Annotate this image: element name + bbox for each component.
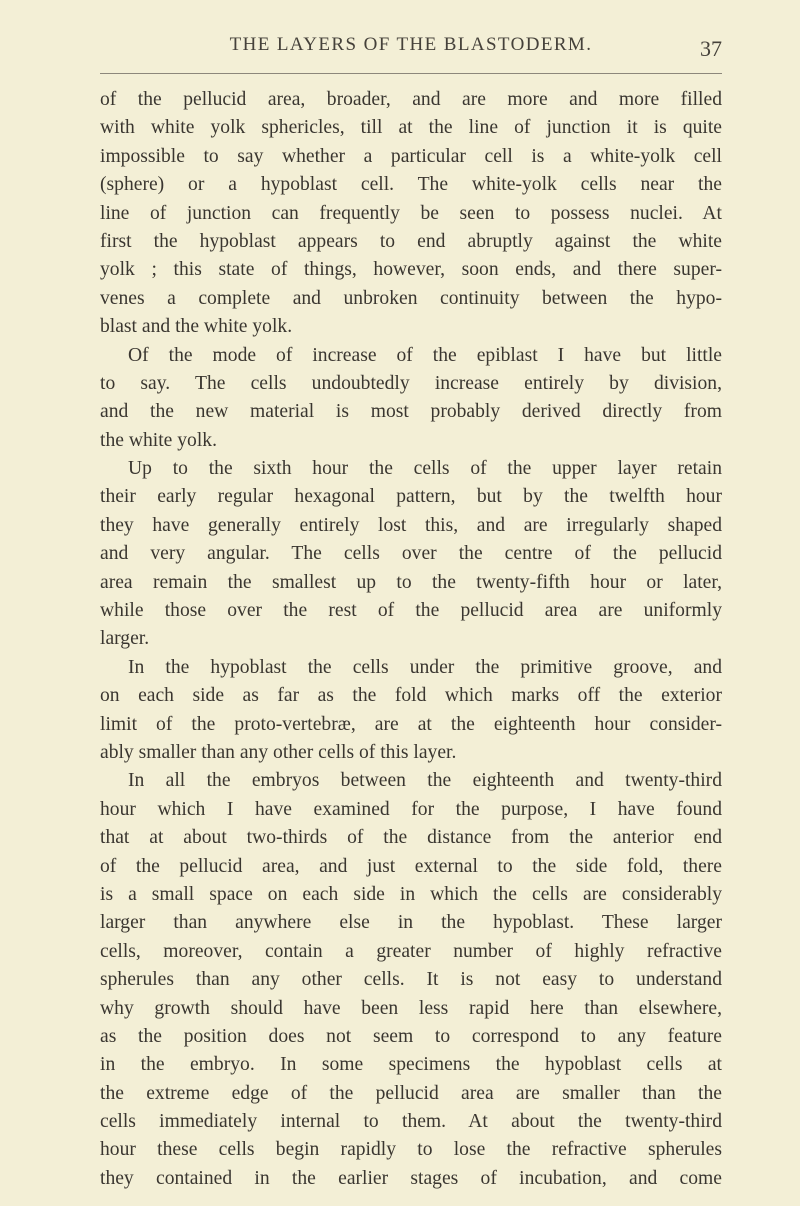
text-line: to say. The cells undoubtedly increase entirely by division, — [100, 372, 722, 394]
text-line: on each side as far as the fold which marks off the exterior — [100, 685, 722, 707]
text-line: as the position does not seem to correspond to any feature — [100, 1025, 722, 1047]
text-line: they contained in the earlier stages of incubation, and come — [100, 1167, 722, 1189]
text-line: ably smaller than any other cells of this layer. — [100, 741, 457, 763]
text-line: spherules than any other cells. It is not easy to understand — [100, 969, 722, 991]
text-line: hour which I have examined for the purpose, I have found — [100, 798, 722, 820]
text-line: that at about two-thirds of the distance from the anterior end — [100, 827, 722, 849]
text-line: blast and the white yolk. — [100, 316, 293, 338]
page-number: 37 — [700, 36, 722, 61]
text-line: the extreme edge of the pellucid area are smaller than the — [100, 1082, 722, 1104]
text-line: of the pellucid area, broader, and are more and more filled — [100, 89, 722, 110]
running-title: THE LAYERS OF THE BLASTODERM. — [229, 34, 593, 55]
text-line: In all the embryos between the eighteenth and twenty-third — [128, 770, 722, 792]
text-line: hour these cells begin rapidly to lose the refractive spherules — [100, 1139, 722, 1161]
text-line: cells, moreover, contain a greater number of highly refractive — [100, 940, 722, 962]
text-line: of the pellucid area, and just external to the side fold, there — [100, 855, 722, 877]
body-text — [100, 86, 722, 1193]
text-line: they have generally entirely lost this, and are irregularly shaped — [100, 514, 722, 536]
text-line: and the new material is most probably derived directly from — [100, 401, 722, 423]
text-line: larger. — [100, 628, 150, 650]
text-line: area remain the smallest up to the twenty-fifth hour or later, — [100, 571, 722, 593]
text-line: why growth should have been less rapid here than elsewhere, — [100, 997, 722, 1019]
header-rule — [100, 73, 722, 74]
text-line: impossible to say whether a particular cell is a white-yolk cell — [100, 145, 722, 167]
text-line: larger than anywhere else in the hypoblast. These larger — [100, 912, 722, 934]
text-line: Up to the sixth hour the cells of the upper layer retain — [128, 458, 722, 480]
text-line: venes a complete and unbroken continuity between the hypo- — [100, 287, 722, 309]
text-line: line of junction can frequently be seen to possess nuclei. At — [100, 202, 722, 224]
text-line: the white yolk. — [100, 429, 217, 451]
text-line: is a small space on each side in which the cells are considerably — [100, 883, 722, 905]
text-line: (sphere) or a hypoblast cell. The white-yolk cells near the — [100, 174, 722, 196]
text-line: cells immediately internal to them. At about the twenty-third — [100, 1111, 722, 1133]
text-line: and very angular. The cells over the centre of the pellucid — [100, 543, 722, 565]
text-line: Of the mode of increase of the epiblast I have but little — [128, 344, 722, 366]
running-head — [100, 26, 722, 61]
text-line: In the hypoblast the cells under the primitive groove, and — [128, 656, 722, 678]
text-line: with white yolk sphericles, till at the line of junction it is quite — [100, 117, 722, 139]
text-line: first the hypoblast appears to end abruptly against the white — [100, 230, 722, 252]
text-line: while those over the rest of the pellucid area are uniformly — [100, 600, 722, 622]
text-line: their early regular hexagonal pattern, but by the twelfth hour — [100, 486, 722, 508]
text-line: yolk ; this state of things, however, soon ends, and there super- — [100, 259, 722, 281]
text-line: limit of the proto-vertebræ, are at the eighteenth hour consider- — [100, 713, 722, 735]
text-line: in the embryo. In some specimens the hypoblast cells at — [100, 1054, 722, 1076]
